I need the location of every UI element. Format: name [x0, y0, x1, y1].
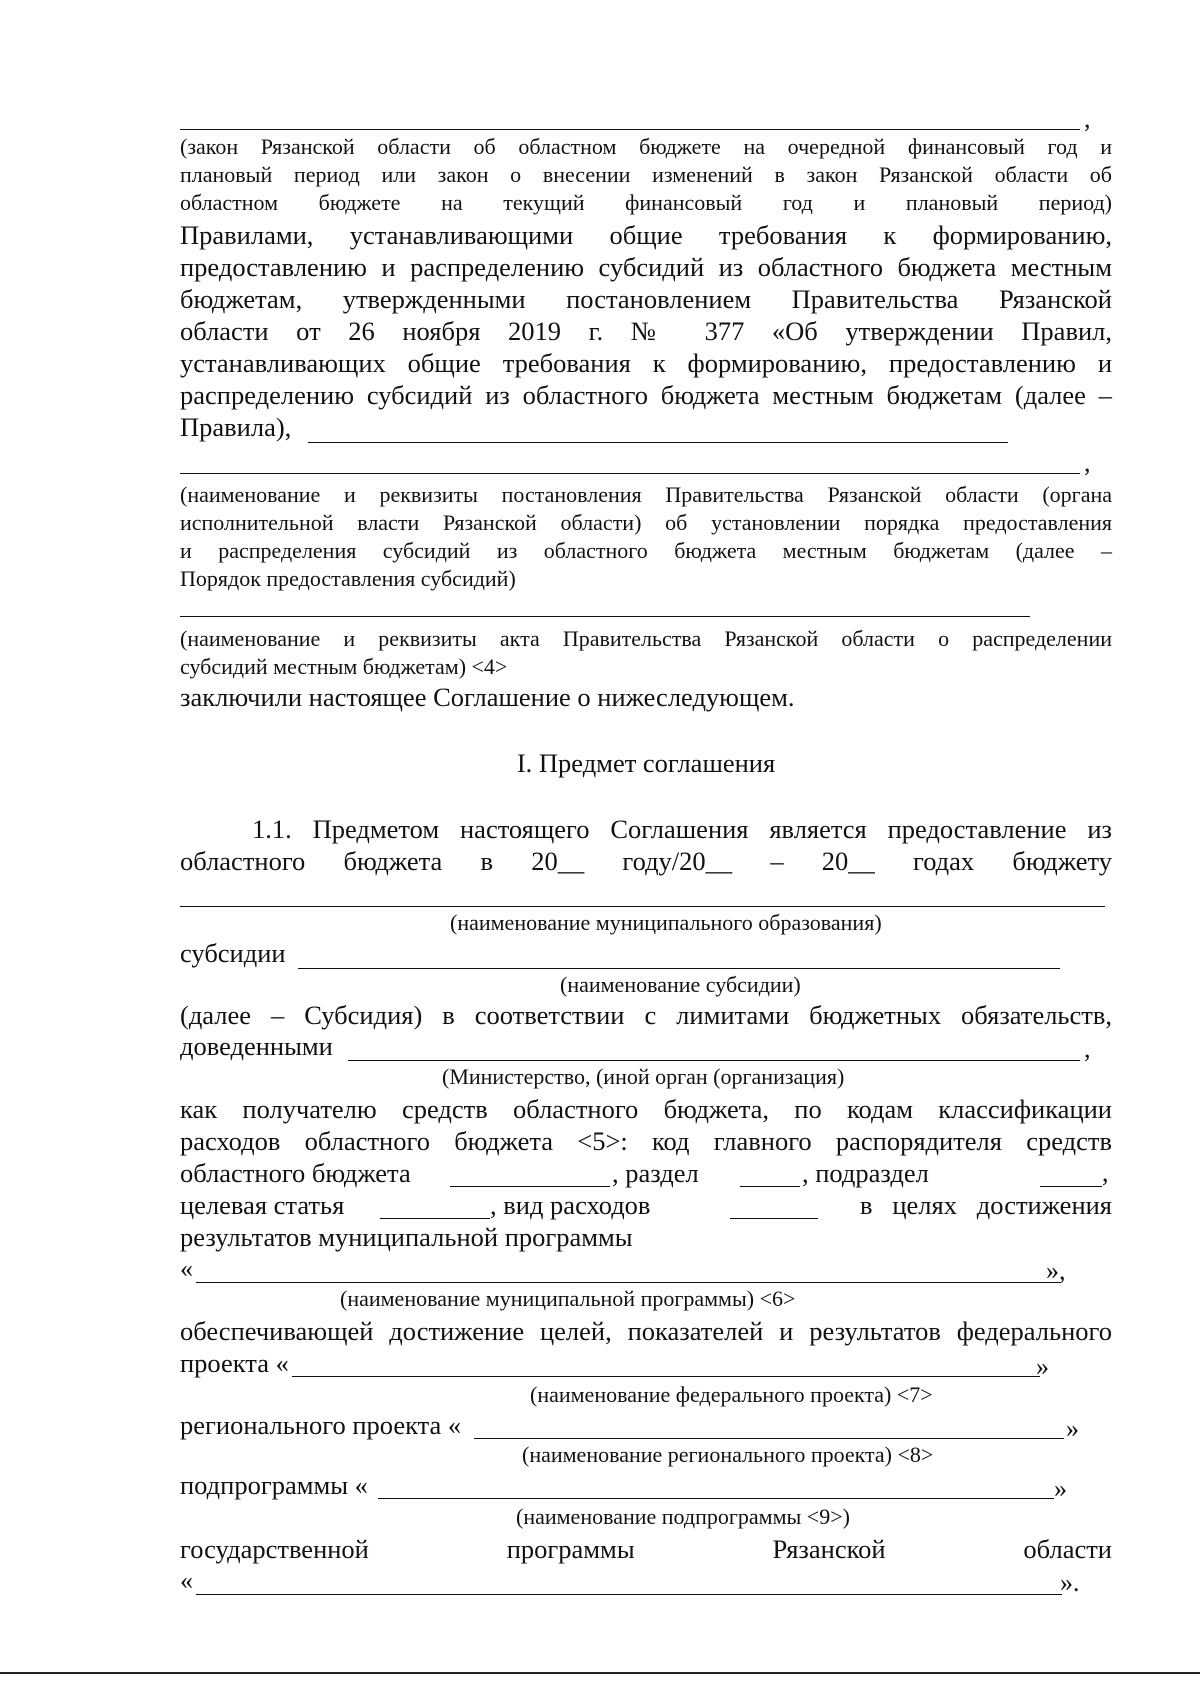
quote-close: », — [1046, 1256, 1066, 1285]
subprogram-label: подпрограммы « — [180, 1470, 368, 1500]
quote-open: « — [180, 1566, 193, 1595]
field-note: (наименование регионального проекта) <8> — [522, 1442, 934, 1467]
blank-line — [474, 1438, 1064, 1439]
regional-label: регионального проекта « — [180, 1410, 462, 1440]
note-line: Порядок предоставления субсидий) — [180, 566, 516, 591]
blank-line — [180, 906, 1105, 907]
subsidy-label: субсидии — [180, 938, 286, 968]
blank-line — [1040, 1186, 1102, 1187]
blank-line — [180, 473, 1080, 474]
body-line: (далее – Субсидия) в соответствии с лимитами бюджетных обязательств, — [180, 1000, 1112, 1030]
quote-close: » — [1066, 1414, 1079, 1443]
field-note: (наименование муниципальной программы) <6> — [340, 1286, 796, 1311]
field-note: (наименование субсидии) — [560, 972, 801, 997]
word: областного — [180, 846, 306, 876]
word: году/20__ — [622, 846, 733, 876]
body-line: бюджетам, утвержденными постановлением Правительства Рязанской — [180, 284, 1112, 314]
field-note: (наименование муниципального образования) — [450, 910, 882, 935]
line-end-comma: , — [1084, 1034, 1091, 1063]
word: годах — [912, 846, 975, 876]
code-line-part: областного бюджета — [180, 1158, 411, 1188]
note-line: (наименование и реквизиты акта Правительства Рязанской области о распределении — [180, 626, 1112, 651]
word: государственной — [180, 1534, 369, 1564]
field-note: (наименование федерального проекта) <7> — [530, 1382, 933, 1407]
note-line: (закон Рязанской области об областном бюджете на очередной финансовый год и — [180, 134, 1112, 159]
word: бюджету — [1012, 846, 1112, 876]
blank-line — [348, 1060, 1080, 1061]
quote-close: » — [1054, 1474, 1067, 1503]
body-line: 1.1. Предметом настоящего Соглашения является предоставление из — [252, 814, 1112, 844]
note-line: областном бюджете на текущий финансовый год и плановый период) — [180, 190, 1112, 215]
word: бюджета — [343, 846, 443, 876]
blank-line — [308, 442, 1008, 443]
body-line: устанавливающих общие требования к формированию, предоставлению и — [180, 348, 1112, 378]
body-line — [180, 1534, 1112, 1565]
article-line-part: , вид расходов — [490, 1190, 651, 1220]
word: 20__ — [821, 846, 875, 876]
line-end-comma: , — [1102, 1158, 1109, 1187]
blank-line — [292, 1376, 1040, 1377]
word: программы — [506, 1534, 635, 1564]
word: Рязанской — [772, 1534, 886, 1564]
field-note: (наименование подпрограммы <9>) — [516, 1504, 850, 1529]
body-line: расходов областного бюджета <5>: код главного распорядителя средств — [180, 1126, 1112, 1156]
section-title: I. Предмет соглашения — [516, 748, 776, 778]
body-line: предоставлению и распределению субсидий из областного бюджета местным — [180, 252, 1112, 282]
word: в — [480, 846, 493, 876]
quote-close: ». — [1060, 1568, 1080, 1597]
brought-label: доведенными — [180, 1031, 333, 1061]
page-bottom-edge — [0, 1672, 1200, 1674]
body-line: обеспечивающей достижение целей, показателей и результатов федерального — [180, 1316, 1112, 1346]
blank-line — [180, 616, 1030, 617]
blank-line — [378, 1498, 1054, 1499]
word: области — [1023, 1534, 1112, 1564]
blank-line — [180, 129, 1080, 130]
rules-label: Правила), — [180, 412, 292, 442]
note-line: (наименование и реквизиты постановления Правительства Рязанской области (органа — [180, 482, 1112, 507]
blank-line — [730, 1218, 818, 1219]
blank-line — [196, 1282, 1060, 1283]
blank-line — [196, 1594, 1062, 1595]
body-line: как получателю средств областного бюджета, по кодам классификации — [180, 1094, 1112, 1124]
word: – — [770, 846, 784, 876]
blank-line — [740, 1186, 800, 1187]
federal-label: проекта « — [180, 1348, 289, 1378]
note-line: исполнительной власти Рязанской области) об установлении порядка предоставления — [180, 510, 1112, 535]
word: 20__ — [531, 846, 585, 876]
line-end-comma: , — [1084, 448, 1091, 477]
quote-open: « — [180, 1254, 193, 1283]
quote-close: » — [1036, 1352, 1049, 1381]
line-end-comma: , — [1084, 104, 1091, 133]
field-note: (Министерство, (иной орган (организация) — [442, 1064, 845, 1089]
code-line-part: , подраздел — [802, 1158, 929, 1188]
body-line: области от 26 ноября 2019 г. № 377 «Об утверждении Правил, — [180, 316, 1112, 346]
body-line: Правилами, устанавливающими общие требования к формированию, — [180, 220, 1112, 250]
blank-line — [450, 1186, 610, 1187]
note-line: плановый период или закон о внесении изменений в закон Рязанской области об — [180, 162, 1112, 187]
body-line: результатов муниципальной программы — [180, 1222, 633, 1252]
note-line: и распределения субсидий из областного бюджета местным бюджетам (далее – — [180, 538, 1112, 563]
blank-line — [298, 968, 1060, 969]
conclusion-line: заключили настоящее Соглашение о нижеследующем. — [180, 682, 795, 712]
note-line: субсидий местным бюджетам) <4> — [180, 654, 508, 679]
article-line-part: в целях достижения — [860, 1190, 1112, 1220]
body-line: распределению субсидий из областного бюджета местным бюджетам (далее – — [180, 380, 1112, 410]
article-line-part: целевая статья — [180, 1190, 345, 1220]
blank-line — [380, 1218, 490, 1219]
body-line — [180, 846, 1112, 877]
code-line-part: , раздел — [612, 1158, 699, 1188]
